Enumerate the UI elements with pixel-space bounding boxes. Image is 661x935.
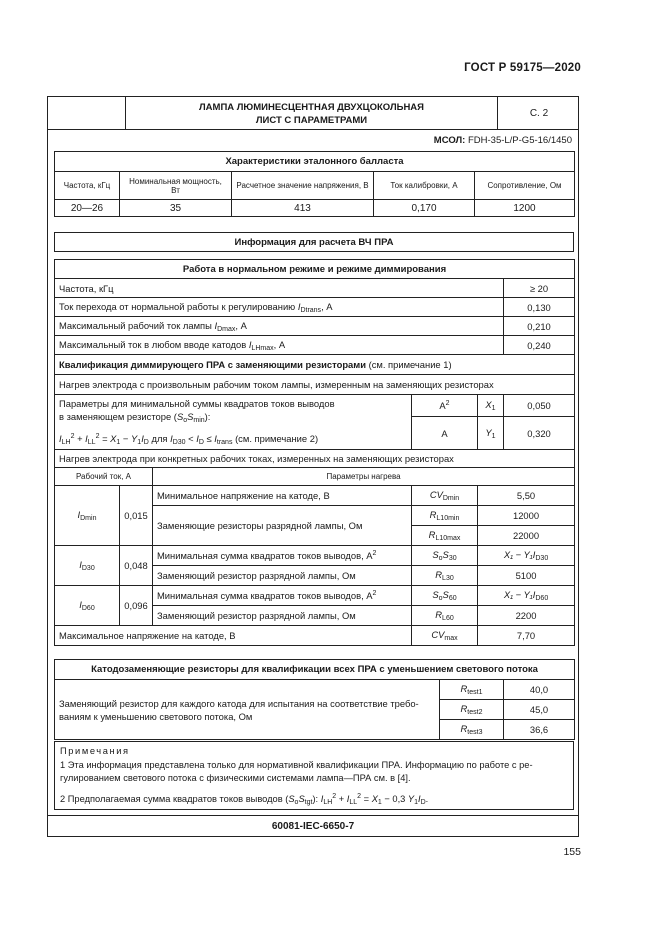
msol-label: МСОЛ: xyxy=(433,135,466,146)
rtest3-value: 36,6 xyxy=(504,720,575,740)
d60-param-1: Минимальная сумма квадратов токов выводов, $А^2$ xyxy=(153,586,412,606)
ballast-val-2: 413 xyxy=(232,200,374,217)
row-dmax-value: 0,210 xyxy=(504,317,575,336)
params-line-1: Параметры для минимальной суммы квадратов токов выводов xyxy=(59,398,335,409)
group-d30-current: 0,048 xyxy=(120,546,153,586)
cathode-text xyxy=(55,680,440,740)
d30-value-2: 5100 xyxy=(478,566,575,586)
val-x1: 0,050 xyxy=(504,395,575,417)
ballast-val-1: 35 xyxy=(120,200,232,217)
dmin-param-1: Минимальное напряжение на катоде, В xyxy=(153,486,412,506)
cvmax-value: 7,70 xyxy=(478,626,575,646)
ballast-col-4: Сопротивление, Ом xyxy=(475,172,575,200)
parameter-sheet xyxy=(47,96,579,837)
cathode-text-2: ваниям к уменьшению светового потока, Ом xyxy=(59,710,253,722)
max-cathode-voltage: Максимальное напряжение на катоде, В xyxy=(55,626,412,646)
params-line-2: в заменяющем резисторе $(S_oS_{min})$: xyxy=(59,411,211,424)
notes-block xyxy=(54,741,574,810)
title-block xyxy=(48,97,578,130)
d30-param-2: Заменяющий резистор разрядной лампы, Ом xyxy=(153,566,412,586)
row-dtrans: Ток перехода от нормальной работы к регулированию $I_{Dtrans}$, А xyxy=(55,298,504,317)
ballast-col-3: Ток калибровки, А xyxy=(374,172,475,200)
notes-heading: Примечания xyxy=(60,746,130,756)
row-frequency-value: ≥ 20 xyxy=(504,279,575,298)
ballast-val-4: 1200 xyxy=(475,200,575,217)
ballast-val-3: 0,170 xyxy=(374,200,475,217)
row-lhmax: Максимальный ток в любом вводе катодов $I_{LHmax}$, А xyxy=(55,336,504,355)
ballast-val-0: 20—26 xyxy=(55,200,120,217)
rtest1-symbol: $R_{test1}$ xyxy=(440,680,504,700)
d60-value-2: 2200 xyxy=(478,606,575,626)
ballast-title: Характеристики эталонного балласта xyxy=(55,152,575,172)
msol-value: FDH-35-L/P-G5-16/1450 xyxy=(467,135,572,146)
ballast-col-1: Номинальная мощность, Вт xyxy=(120,172,232,200)
standard-header: ГОСТ Р 59175—2020 xyxy=(464,62,581,74)
col-current: Рабочий ток, А xyxy=(55,468,153,486)
d30-value-1: $X_1 - Y_1I_{D30}$ xyxy=(478,546,575,566)
title-line-2: ЛИСТ С ПАРАМЕТРАМИ xyxy=(255,115,368,126)
coef-x1: $X_1$ xyxy=(478,395,504,417)
group-d30-symbol: $I_{D30}$ xyxy=(55,546,120,586)
d60-param-2: Заменяющий резистор разрядной лампы, Ом xyxy=(153,606,412,626)
hf-info-title: Информация для расчета ВЧ ПРА xyxy=(55,233,574,252)
params-condition: $I_{LH}^2 + I_{LL}^2 = X_1 - Y_1I_D$ для $I_{D30} < I_D \le I_{trans}$ (см. примечание 2) xyxy=(59,433,319,446)
group-dmin-current: 0,015 xyxy=(120,486,153,546)
rtest2-symbol: $R_{test2}$ xyxy=(440,700,504,720)
sheet-number: С. 2 xyxy=(529,108,549,119)
d60-sym-1: $S_oS_{60}$ xyxy=(412,586,478,606)
cathode-table xyxy=(54,659,575,740)
dmin-value-2: 12000 xyxy=(478,506,575,526)
dmin-sym-3: $R_{L10max}$ xyxy=(412,526,478,546)
dmin-value-3: 22000 xyxy=(478,526,575,546)
normal-mode-table xyxy=(54,259,575,646)
row-lhmax-value: 0,240 xyxy=(504,336,575,355)
page-number: 155 xyxy=(563,846,581,858)
cathode-text-1: Заменяющий резистор для каждого катода для испытания на соответствие требо- xyxy=(59,697,419,709)
row-frequency xyxy=(55,279,504,298)
row-dtrans-value: 0,130 xyxy=(504,298,575,317)
dmin-sym-2: $R_{L10min}$ xyxy=(412,506,478,526)
rtest3-symbol: $R_{test3}$ xyxy=(440,720,504,740)
title-line-1: ЛАМПА ЛЮМИНЕСЦЕНТНАЯ ДВУХЦОКОЛЬНАЯ xyxy=(199,102,424,113)
hf-info-table xyxy=(54,232,574,252)
cathode-title: Катодозаменяющие резисторы для квалификации всех ПРА с уменьшением светового потока xyxy=(55,660,575,680)
note-1-line-2: гулированием светового потока с физическими системами лампа—ПРА см. в [4]. xyxy=(60,773,411,783)
min-sum-params xyxy=(55,395,412,450)
ballast-table xyxy=(54,151,575,217)
group-dmin-symbol: $I_{Dmin}$ xyxy=(55,486,120,546)
msol-designation xyxy=(434,135,572,146)
col-heating: Параметры нагрева xyxy=(153,468,575,486)
val-y1: 0,320 xyxy=(504,417,575,450)
ballast-col-2: Расчетное значение напряжения, В xyxy=(232,172,374,200)
title-left-cell xyxy=(48,97,126,130)
group-d60-symbol: $I_{D60}$ xyxy=(55,586,120,626)
footer-code: 60081-IEC-6650-7 xyxy=(271,821,355,832)
d60-value-1: $X_1 - Y_1I_{D60}$ xyxy=(478,586,575,606)
footer-code-row xyxy=(48,815,578,838)
heating-specific: Нагрев электрода при конкретных рабочих токах, измеренных на заменяющих резисторах xyxy=(55,450,575,468)
coef-a: A xyxy=(412,417,478,450)
normal-mode-title: Работа в нормальном режиме и режиме диммирования xyxy=(55,260,575,279)
cvmax-symbol: $CV_{max}$ xyxy=(412,626,478,646)
group-d60-current: 0,096 xyxy=(120,586,153,626)
dmin-value-1: 5,50 xyxy=(478,486,575,506)
note-2: 2 Предполагаемая сумма квадратов токов выводов $(S_oS_{tgt})$: $I_{LH}^2 + I_{LL}^2 = X_1 - 0,3$ $Y_1I_D$. xyxy=(60,792,429,806)
rtest2-value: 45,0 xyxy=(504,700,575,720)
dmin-sym-1: $CV_{Dmin}$ xyxy=(412,486,478,506)
coef-a2: $A^2$ xyxy=(412,395,478,417)
heating-arbitrary: Нагрев электрода с произвольным рабочим током лампы, измеренным на заменяющих резисторах xyxy=(55,375,575,395)
sheet-title xyxy=(126,97,498,130)
coef-y1: $Y_1$ xyxy=(478,417,504,450)
rtest1-value: 40,0 xyxy=(504,680,575,700)
d30-sym-2: $R_{L30}$ xyxy=(412,566,478,586)
note-1-line-1: 1 Эта информация представлена только для нормативной квалификации ПРА. Информацию по работе с ре- xyxy=(60,759,533,770)
dmin-param-2: Заменяющие резисторы разрядной лампы, Ом xyxy=(153,506,412,546)
d30-param-1: Минимальная сумма квадратов токов выводов, $А^2$ xyxy=(153,546,412,566)
d60-sym-2: $R_{L60}$ xyxy=(412,606,478,626)
row-frequency-label: Частота, кГц xyxy=(59,282,114,294)
row-dmax: Максимальный рабочий ток лампы $I_{Dmax}$, А xyxy=(55,317,504,336)
qualification-title: Квалификация диммирующего ПРА с заменяющими резисторами (см. примечание 1) xyxy=(55,355,575,375)
ballast-col-0: Частота, кГц xyxy=(55,172,120,200)
d30-sym-1: $S_oS_{30}$ xyxy=(412,546,478,566)
